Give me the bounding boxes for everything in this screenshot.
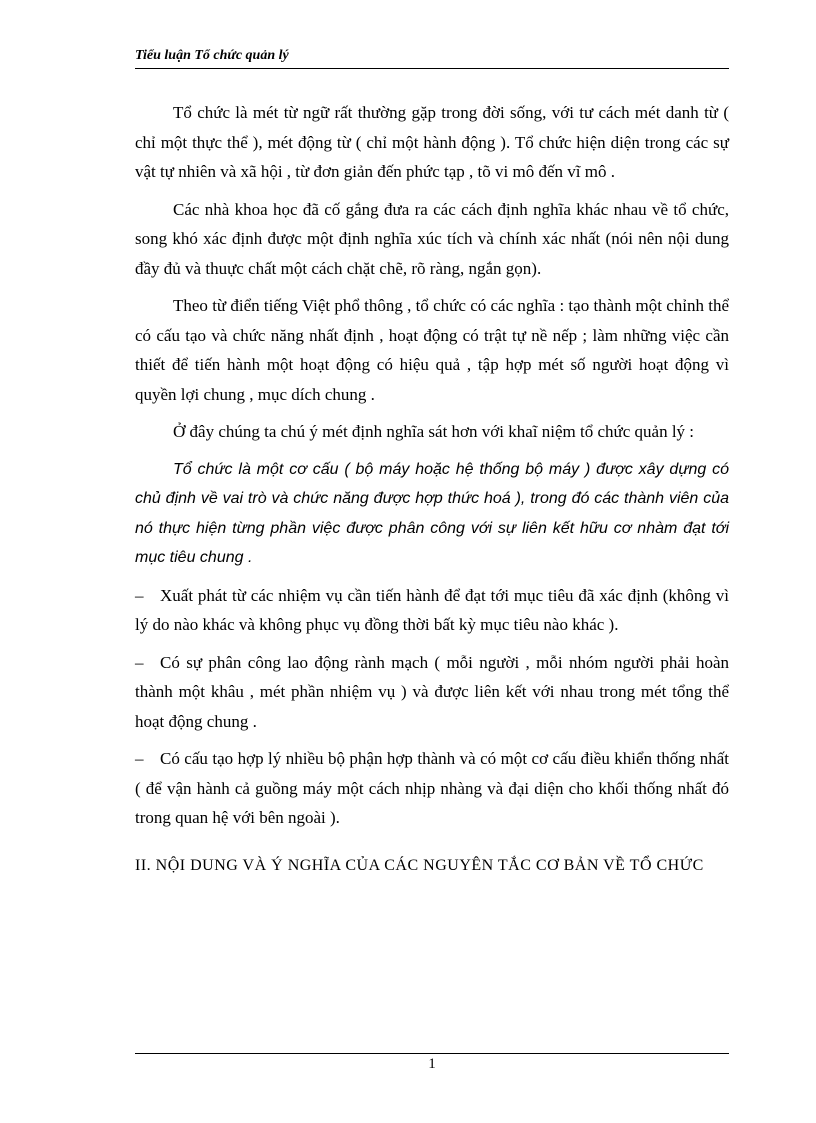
paragraph-3: Theo từ điển tiếng Việt phổ thông , tổ chức có các nghĩa : tạo thành một chỉnh thể có cấu tạo và chức năng nhất định , hoạt động có trật tự nề nếp ; làm những việc cần thiết để tiến hành một hoạt động có hiệu quả , tập hợp mét số người hoạt động vì quyền lợi chung , mục dích chung .: [135, 296, 729, 404]
bullet-item-1: [135, 581, 729, 640]
bullet-item-2: [135, 648, 729, 737]
paragraph-1: Tổ chức là mét từ ngữ rất thường gặp trong đời sống, với tư cách mét danh từ ( chỉ một thực thể ), mét động từ ( chỉ một hành động ). Tổ chức hiện diện trong các sự vật tự nhiên và xã hội , từ đơn giản đến phức tạp , tõ vi mô đến vĩ mô .: [135, 103, 729, 181]
paragraph-2: Các nhà khoa học đã cố gắng đưa ra các cách định nghĩa khác nhau về tổ chức, song khó xác định được một định nghĩa xúc tích và chính xác nhất (nói nên nội dung đầy đủ và thuực chất một cách chặt chẽ, rõ ràng, ngắn gọn).: [135, 199, 729, 278]
page-number: 1: [428, 1056, 436, 1072]
bullet-text-3: Có cấu tạo hợp lý nhiều bộ phận hợp thành và có một cơ cấu điều khiển thống nhất ( để vận hành cả guồng máy một cách nhịp nhàng và đại diện cho khối thống nhất đó trong quan hệ với bên ngoài ).: [135, 749, 729, 827]
paragraph-4: Ở đây chúng ta chú ý mét định nghĩa sát hơn với khaĩ niệm tổ chức quản lý :: [173, 422, 695, 441]
section-heading: II. NỘI DUNG VÀ Ý NGHĨA CỦA CÁC NGUYÊN TẮC CƠ BẢN VỀ TỔ CHỨC: [135, 856, 704, 874]
dash-bullet-icon: –: [135, 652, 144, 672]
definition-quote: Tổ chức là một cơ cấu ( bộ máy hoặc hệ thống bộ máy ) được xây dựng có chủ định về vai trò và chức năng được hợp thức hoá ), trong đó các thành viên của nó thực hiện từng phần việc được phân công với sự liên kết hữu cơ nhàm đạt tới mục tiêu chung .: [135, 460, 729, 566]
document-body: [135, 98, 729, 888]
footer-divider: [135, 1053, 729, 1054]
dash-bullet-icon: –: [135, 585, 144, 605]
bullet-item-3: [135, 744, 729, 833]
bullet-text-2: Có sự phân công lao động rành mạch ( mỗi người , mỗi nhóm người phải hoàn thành một khâu , mét phần nhiệm vụ ) và được liên kết với nhau trong mét tổng thể hoạt động chung .: [135, 652, 729, 731]
dash-bullet-icon: –: [135, 749, 144, 768]
running-header: Tiểu luận Tổ chức quản lý: [135, 48, 729, 69]
bullet-text-1: Xuất phát từ các nhiệm vụ cần tiến hành để đạt tới mục tiêu đã xác định (không vì lý do nào khác và không phục vụ đồng thời bất kỳ mục tiêu nào khác ).: [135, 585, 729, 634]
